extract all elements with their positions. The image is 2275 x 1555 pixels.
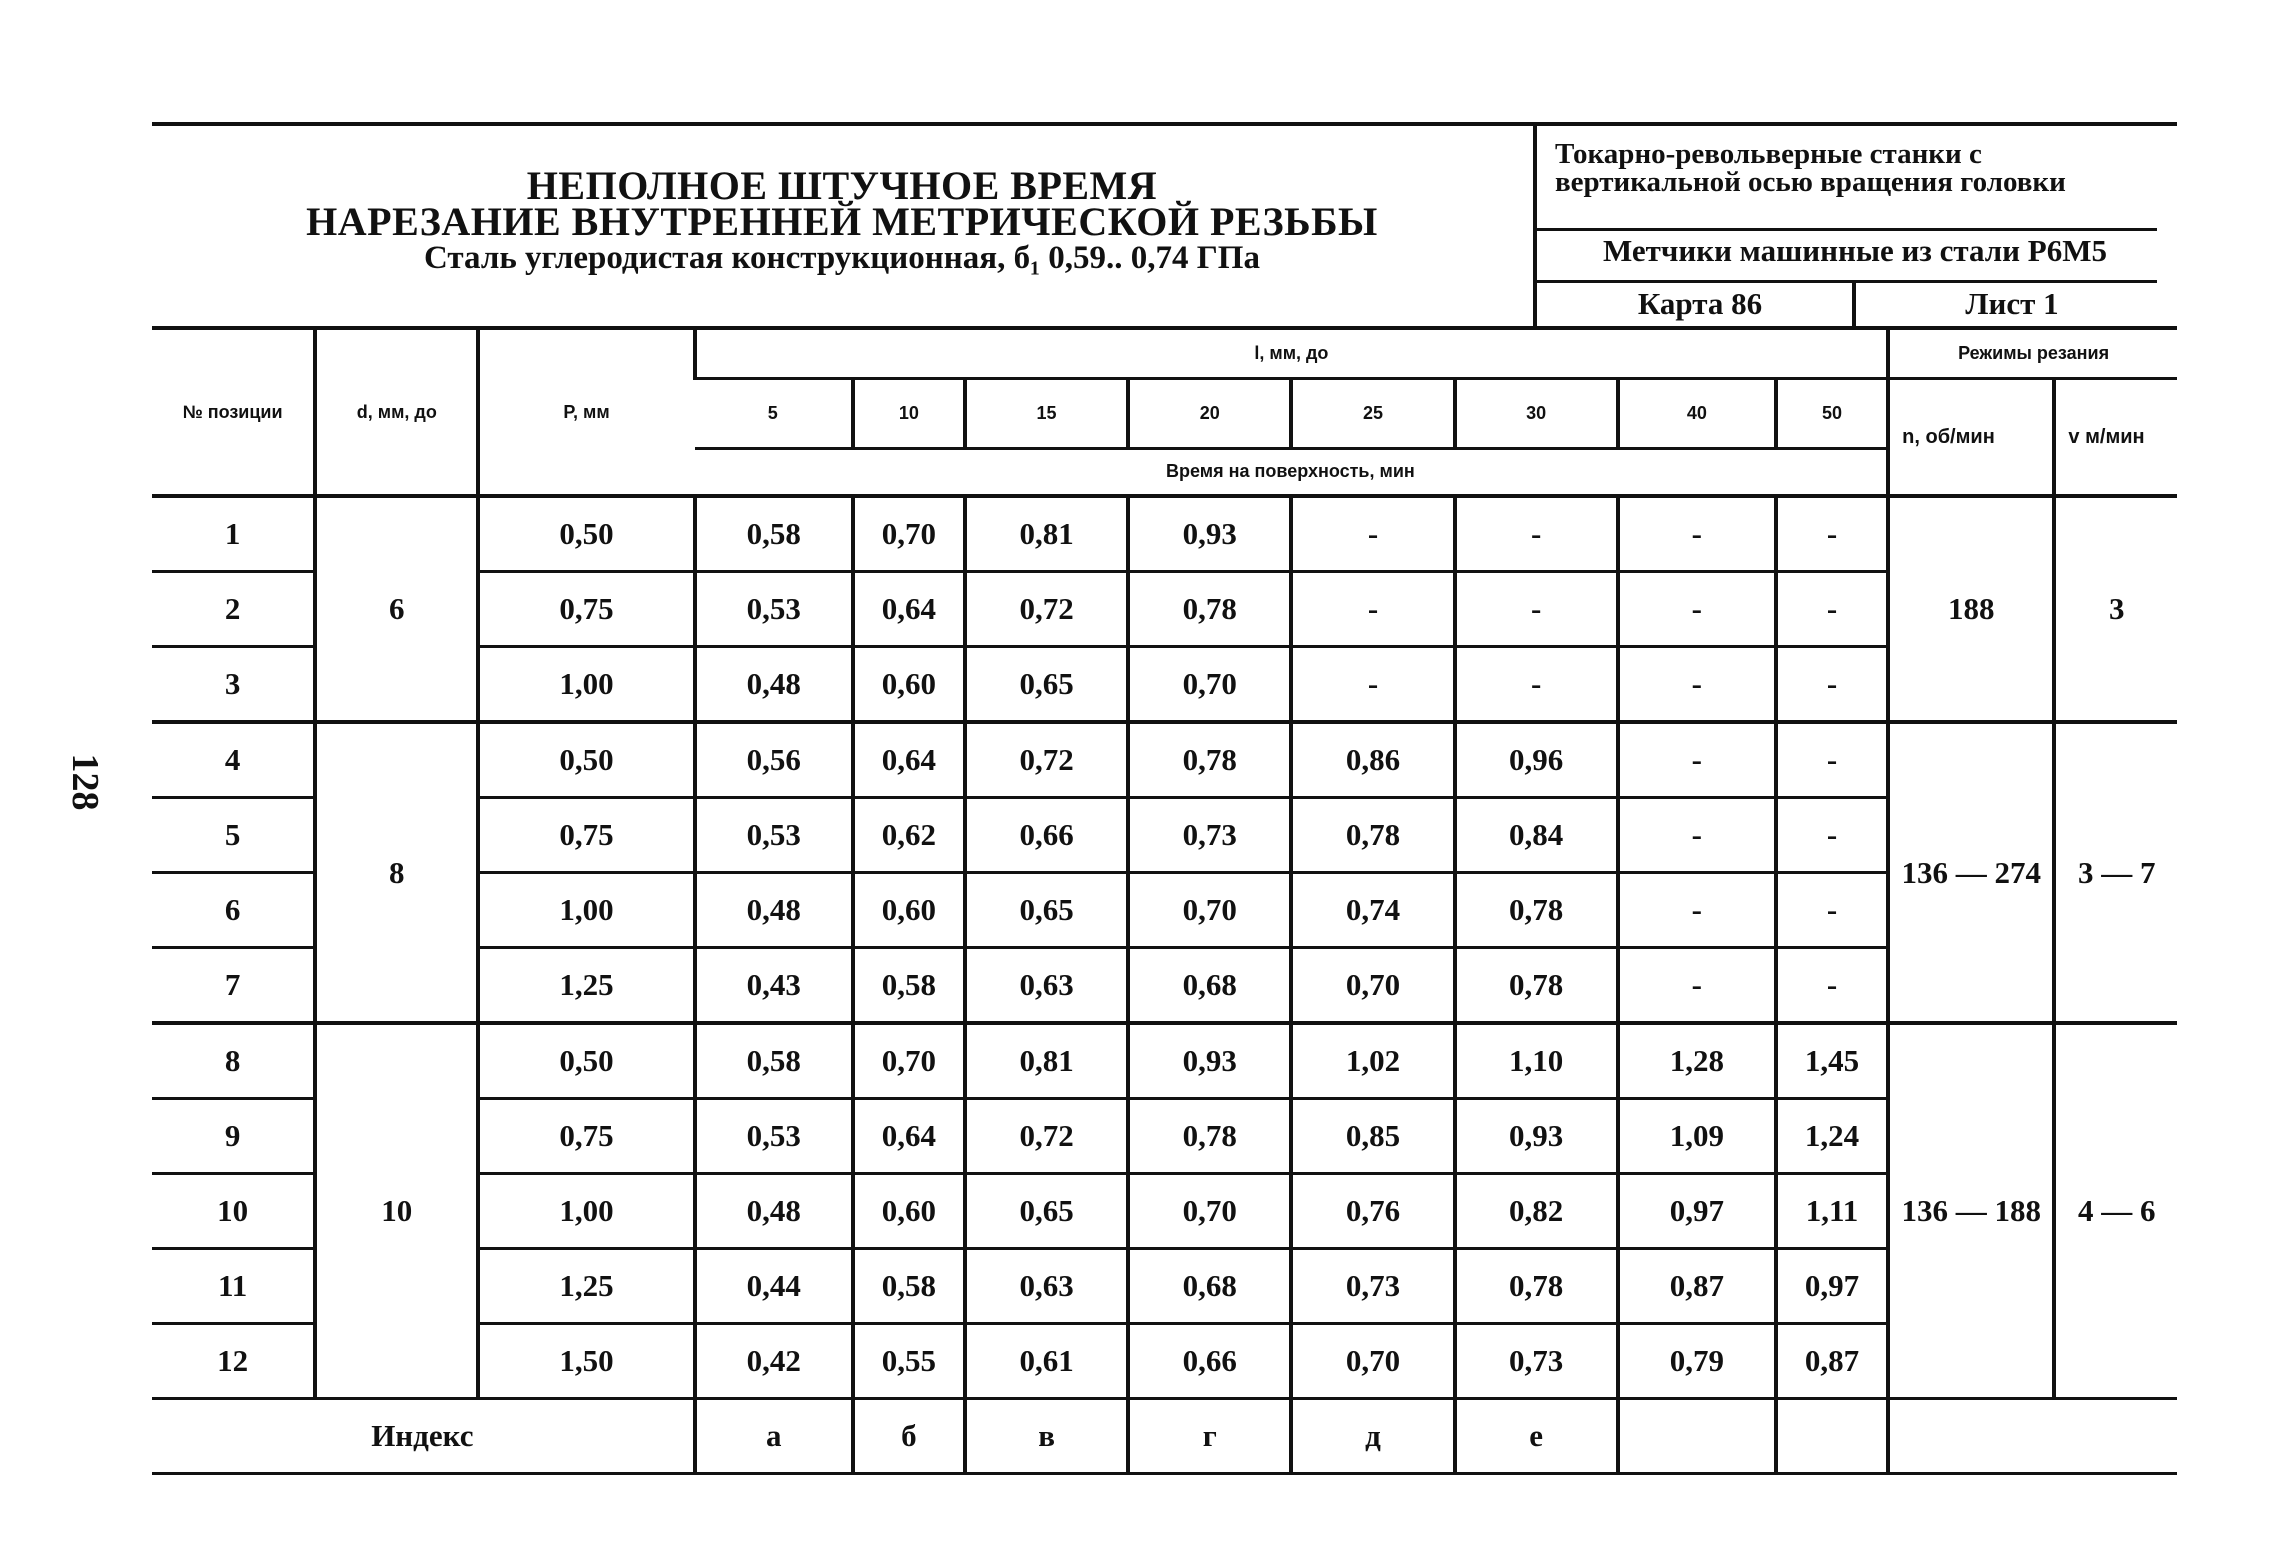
time-cell: 0,42 (695, 1324, 853, 1399)
time-cell: 0,53 (695, 572, 853, 647)
col-header-n: n, об/мин (1888, 378, 2054, 496)
table-row (152, 496, 2177, 572)
position-cell: 7 (152, 948, 315, 1024)
machine-line-2: вертикальной осью вращения головки (1555, 166, 2066, 198)
time-cell: - (1291, 647, 1454, 723)
diameter-cell: 6 (315, 496, 478, 722)
sheet-number: Лист 1 (1965, 286, 2059, 321)
position-cell: 4 (152, 722, 315, 798)
time-cell: 1,11 (1776, 1174, 1888, 1249)
time-cell: - (1776, 948, 1888, 1024)
time-cell: 0,65 (965, 873, 1128, 948)
time-cell: 0,61 (965, 1324, 1128, 1399)
index-cell: б (853, 1399, 965, 1474)
col-header-l-5: 5 (695, 378, 853, 448)
index-cell-empty (1888, 1399, 2177, 1474)
pitch-cell: 1,00 (478, 1174, 694, 1249)
time-cell: - (1291, 572, 1454, 647)
time-cell: 0,97 (1776, 1249, 1888, 1324)
machine-type (1555, 140, 2175, 196)
time-cell: 1,45 (1776, 1023, 1888, 1099)
time-cell: 0,72 (965, 1099, 1128, 1174)
diameter-cell: 8 (315, 722, 478, 1023)
header-divider-card (1537, 280, 2157, 283)
table-row (152, 722, 2177, 798)
time-cell: - (1618, 572, 1776, 647)
time-cell: 0,44 (695, 1249, 853, 1324)
time-cell: 0,60 (853, 647, 965, 723)
time-cell: 0,87 (1618, 1249, 1776, 1324)
time-cell: 1,09 (1618, 1099, 1776, 1174)
position-cell: 10 (152, 1174, 315, 1249)
card-number: Карта 86 (1637, 286, 1763, 321)
time-cell: 0,70 (1128, 647, 1291, 723)
time-cell: 0,63 (965, 948, 1128, 1024)
time-cell: 0,68 (1128, 948, 1291, 1024)
index-cell (1618, 1399, 1776, 1474)
time-cell: 0,73 (1455, 1324, 1618, 1399)
time-cell: 0,64 (853, 572, 965, 647)
time-cell: 0,81 (965, 1023, 1128, 1099)
cutting-speed-cell: 3 (2054, 496, 2177, 722)
time-cell: 0,78 (1455, 1249, 1618, 1324)
time-cell: - (1455, 496, 1618, 572)
top-rule (152, 122, 2177, 126)
col-header-l-50: 50 (1776, 378, 1888, 448)
time-cell: - (1618, 496, 1776, 572)
pitch-cell: 0,50 (478, 722, 694, 798)
time-cell: 0,78 (1128, 722, 1291, 798)
time-cell: 0,93 (1455, 1099, 1618, 1174)
time-cell: 0,60 (853, 1174, 965, 1249)
time-cell: - (1776, 873, 1888, 948)
time-cell: 0,65 (965, 647, 1128, 723)
pitch-cell: 0,75 (478, 798, 694, 873)
pitch-cell: 0,50 (478, 496, 694, 572)
col-header-l-30: 30 (1455, 378, 1618, 448)
time-cell: 0,55 (853, 1324, 965, 1399)
time-cell: 0,84 (1455, 798, 1618, 873)
spindle-speed-cell: 136 — 188 (1888, 1023, 2054, 1399)
time-cell: - (1776, 572, 1888, 647)
position-cell: 2 (152, 572, 315, 647)
time-cell: 0,58 (853, 1249, 965, 1324)
table-body (152, 496, 2177, 1399)
time-cell: 0,76 (1291, 1174, 1454, 1249)
time-cell: 0,93 (1128, 1023, 1291, 1099)
col-header-p: P, мм (478, 330, 694, 496)
time-cell: - (1618, 722, 1776, 798)
col-header-time: Время на поверхность, мин (695, 448, 1889, 496)
time-cell: 1,02 (1291, 1023, 1454, 1099)
time-cell: 0,85 (1291, 1099, 1454, 1174)
time-cell: 1,24 (1776, 1099, 1888, 1174)
position-cell: 3 (152, 647, 315, 723)
time-cell: 1,10 (1455, 1023, 1618, 1099)
pitch-cell: 0,50 (478, 1023, 694, 1099)
time-cell: 0,87 (1776, 1324, 1888, 1399)
time-cell: 0,97 (1618, 1174, 1776, 1249)
time-cell: 0,58 (695, 1023, 853, 1099)
time-cell: - (1776, 496, 1888, 572)
col-header-modes: Режимы резания (1888, 330, 2177, 378)
col-header-position: № позиции (152, 330, 315, 496)
col-header-l-20: 20 (1128, 378, 1291, 448)
time-cell: - (1776, 647, 1888, 723)
time-cell: 0,96 (1455, 722, 1618, 798)
time-cell: 0,79 (1618, 1324, 1776, 1399)
time-cell: 0,66 (1128, 1324, 1291, 1399)
header-divider-vertical (1533, 122, 1537, 330)
col-header-d: d, мм, до (315, 330, 478, 496)
col-header-l-15: 15 (965, 378, 1128, 448)
time-cell: 0,58 (853, 948, 965, 1024)
position-cell: 1 (152, 496, 315, 572)
time-cell: 0,65 (965, 1174, 1128, 1249)
time-cell: 0,48 (695, 1174, 853, 1249)
time-cell: 0,64 (853, 722, 965, 798)
table-row (152, 1023, 2177, 1099)
position-cell: 5 (152, 798, 315, 873)
time-cell: - (1776, 798, 1888, 873)
time-cell: - (1618, 948, 1776, 1024)
pitch-cell: 1,00 (478, 873, 694, 948)
position-cell: 8 (152, 1023, 315, 1099)
time-cell: 0,62 (853, 798, 965, 873)
time-cell: 0,81 (965, 496, 1128, 572)
time-cell: 0,93 (1128, 496, 1291, 572)
header-divider-tool (1537, 228, 2157, 231)
time-cell: 1,28 (1618, 1023, 1776, 1099)
pitch-cell: 1,50 (478, 1324, 694, 1399)
pitch-cell: 1,25 (478, 948, 694, 1024)
pitch-cell: 1,25 (478, 1249, 694, 1324)
page-number: 128 (64, 753, 106, 811)
tool-type: Метчики машинные из стали Р6М5 (1603, 233, 2107, 268)
time-cell: 0,60 (853, 873, 965, 948)
time-cell: 0,70 (1128, 1174, 1291, 1249)
time-cell: 0,43 (695, 948, 853, 1024)
time-cell: 0,68 (1128, 1249, 1291, 1324)
position-cell: 12 (152, 1324, 315, 1399)
cutting-speed-cell: 3 — 7 (2054, 722, 2177, 1023)
material-subtitle: Сталь углеродистая конструкционная, б₁ 0,59.. 0,74 ГПа (424, 240, 1260, 276)
time-cell: 0,53 (695, 798, 853, 873)
col-header-l-10: 10 (853, 378, 965, 448)
time-cell: 0,56 (695, 722, 853, 798)
pitch-cell: 0,75 (478, 1099, 694, 1174)
time-cell: 0,53 (695, 1099, 853, 1174)
time-cell: - (1455, 647, 1618, 723)
pitch-cell: 0,75 (478, 572, 694, 647)
machine-line-1: Токарно-револьверные станки с (1555, 138, 1982, 170)
title-line-1: НЕПОЛНОЕ ШТУЧНОЕ ВРЕМЯ (526, 163, 1158, 208)
index-row (152, 1399, 2177, 1474)
time-cell: 0,78 (1128, 572, 1291, 647)
time-norms-table (152, 330, 2177, 1475)
time-cell: 0,70 (853, 496, 965, 572)
time-cell: 0,73 (1291, 1249, 1454, 1324)
time-cell: 0,70 (1291, 1324, 1454, 1399)
time-cell: 0,48 (695, 647, 853, 723)
time-cell: 0,78 (1455, 948, 1618, 1024)
pitch-cell: 1,00 (478, 647, 694, 723)
index-cell: е (1455, 1399, 1618, 1474)
position-cell: 11 (152, 1249, 315, 1324)
time-cell: - (1618, 798, 1776, 873)
cutting-speed-cell: 4 — 6 (2054, 1023, 2177, 1399)
index-cell: д (1291, 1399, 1454, 1474)
time-cell: 0,78 (1455, 873, 1618, 948)
index-cell: а (695, 1399, 853, 1474)
position-cell: 6 (152, 873, 315, 948)
time-cell: - (1618, 647, 1776, 723)
time-cell: - (1291, 496, 1454, 572)
index-label: Индекс (152, 1399, 695, 1474)
time-cell: 0,70 (1291, 948, 1454, 1024)
time-cell: 0,72 (965, 572, 1128, 647)
time-cell: 0,86 (1291, 722, 1454, 798)
document-title (152, 163, 1532, 244)
time-cell: 0,70 (853, 1023, 965, 1099)
time-cell: - (1776, 722, 1888, 798)
diameter-cell: 10 (315, 1023, 478, 1399)
time-cell: 0,63 (965, 1249, 1128, 1324)
index-cell: г (1128, 1399, 1291, 1474)
time-cell: 0,78 (1291, 798, 1454, 873)
time-cell: 0,74 (1291, 873, 1454, 948)
col-header-l: l, мм, до (695, 330, 1889, 378)
time-cell: 0,82 (1455, 1174, 1618, 1249)
time-cell: - (1618, 873, 1776, 948)
col-header-l-40: 40 (1618, 378, 1776, 448)
time-cell: 0,66 (965, 798, 1128, 873)
time-cell: 0,78 (1128, 1099, 1291, 1174)
time-cell: 0,64 (853, 1099, 965, 1174)
index-cell: в (965, 1399, 1128, 1474)
col-header-v: v м/мин (2054, 378, 2177, 496)
time-cell: 0,72 (965, 722, 1128, 798)
spindle-speed-cell: 136 — 274 (1888, 722, 2054, 1023)
time-cell: - (1455, 572, 1618, 647)
col-header-l-25: 25 (1291, 378, 1454, 448)
title-line-2: НАРЕЗАНИЕ ВНУТРЕННЕЙ МЕТРИЧЕСКОЙ РЕЗЬБЫ (306, 199, 1378, 244)
time-cell: 0,48 (695, 873, 853, 948)
position-cell: 9 (152, 1099, 315, 1174)
spindle-speed-cell: 188 (1888, 496, 2054, 722)
time-cell: 0,73 (1128, 798, 1291, 873)
time-cell: 0,58 (695, 496, 853, 572)
time-cell: 0,70 (1128, 873, 1291, 948)
index-cell (1776, 1399, 1888, 1474)
